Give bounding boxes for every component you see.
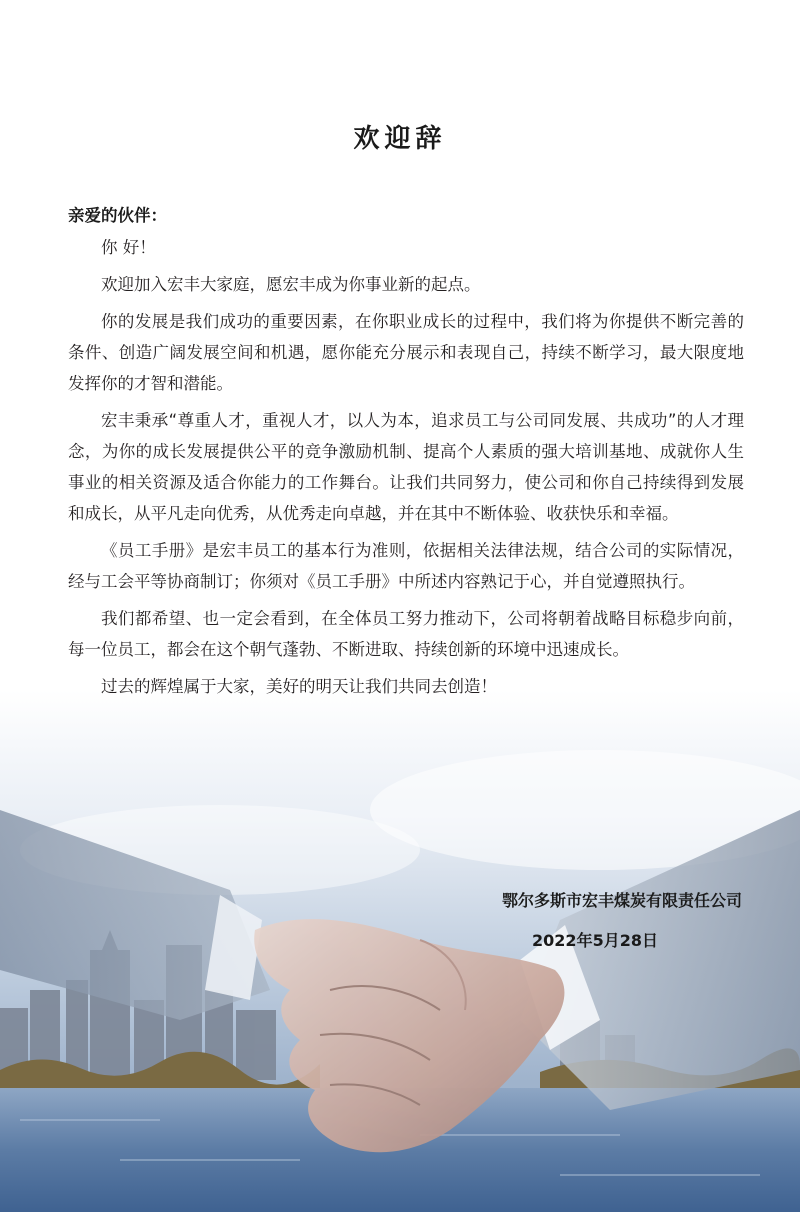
paragraph-handbook: 《员工手册》是宏丰员工的基本行为准则，依据相关法律法规，结合公司的实际情况，经与工会平等协商制订；你须对《员工手册》中所述内容熟记于心，并自觉遵照执行。	[68, 541, 744, 591]
paragraph-talent-philosophy: 宏丰秉承“尊重人才，重视人才，以人为本，追求员工与公司同发展、共成功”的人才理念，为你的成长发展提供公平的竞争激励机制、提高个人素质的强大培训基地、成就你人生事业的相关资源及适合你能力的工作舞台。让我们共同努力，使公司和你自己持续得到发展和成长，从平凡走向优秀，从优秀走向卓越，并在其中不断体验、收获快乐和幸福。	[68, 411, 744, 523]
page-title: 欢迎辞	[353, 124, 447, 154]
signature-date: 2022年5月28日	[532, 931, 658, 950]
paragraph-development: 你的发展是我们成功的重要因素，在你职业成长的过程中，我们将为你提供不断完善的条件、创造广阔发展空间和机遇，愿你能充分展示和表现自己，持续不断学习，最大限度地发挥你的才智和潜能。	[68, 312, 744, 393]
paragraph-welcome: 欢迎加入宏丰大家庭，愿宏丰成为你事业新的起点。	[101, 275, 481, 294]
signature-company: 鄂尔多斯市宏丰煤炭有限责任公司	[501, 891, 742, 910]
paragraph-greeting: 你 好！	[101, 238, 156, 257]
handshake-skyline-background	[0, 690, 800, 1212]
letter-body	[68, 232, 744, 708]
paragraph-hope: 我们都希望、也一定会看到，在全体员工努力推动下，公司将朝着战略目标稳步向前，每一位员工，都会在这个朝气蓬勃、不断进取、持续创新的环境中迅速成长。	[68, 609, 744, 659]
paragraph-closing: 过去的辉煌属于大家，美好的明天让我们共同去创造！	[101, 677, 497, 696]
salutation: 亲爱的伙伴：	[68, 206, 167, 225]
